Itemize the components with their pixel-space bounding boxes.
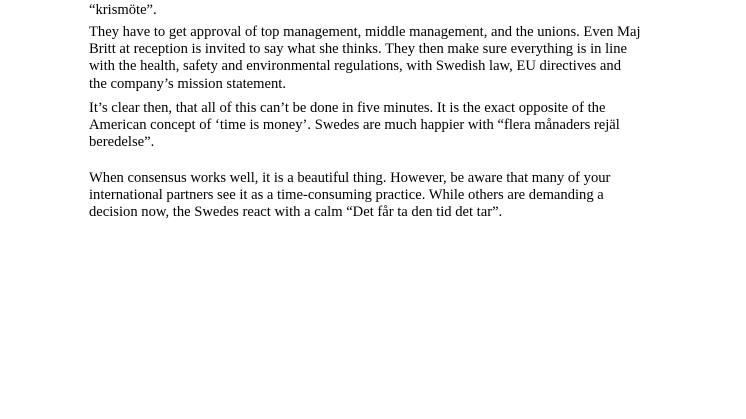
paragraph-consensus: When consensus works well, it is a beautiful thing. However, be aware that many of your international partners see it as a time-consuming practice. While others are demanding a decision now, the Swedes react with a calm “Det får ta den tid det tar”. bbox=[89, 170, 611, 221]
paragraph-approval: They have to get approval of top management, middle management, and the unions. Even Maj Britt at reception is invited to say what she thinks. They then make sure everything is in line with the health, safety and environmental regulations, with Swedish law, EU directives and the company’s mission statement. bbox=[89, 24, 641, 92]
paragraph-fragment: “krismöte”. bbox=[89, 2, 157, 18]
cut-off-top-line bbox=[89, 0, 669, 18]
paragraph-time: It’s clear then, that all of this can’t be done in five minutes. It is the exact opposite of the American concept of ‘time is money’. Swedes are much happier with “flera månaders rejäl beredelse”. bbox=[89, 100, 620, 151]
